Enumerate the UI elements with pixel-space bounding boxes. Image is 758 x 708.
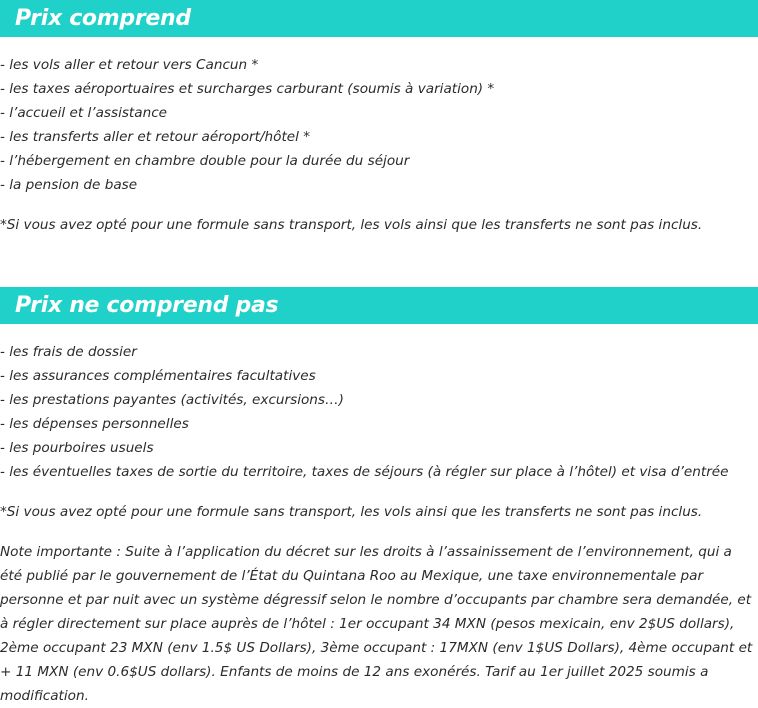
included-section [0, 0, 758, 37]
list-item: - les vols aller et retour vers Cancun * [0, 57, 259, 73]
excluded-title: Prix ne comprend pas [15, 293, 279, 318]
included-title: Prix comprend [15, 6, 191, 31]
important-note: Note importante : Suite à l’application du décret sur les droits à l’assainissement de l’environnement, qui a été publié par le gouvernement de l’État du Quintana Roo au Mexique, une taxe environnementale par personne et par nuit avec un système dégressif selon le nombre d’occupants par chambre sera demandée, et à régler directement sur place auprès de l’hôtel : 1er occupant 34 MXN (pesos mexicain, env 2$US dollars), 2ème occupant 23 MXN (env 1.5$ US Dollars), 3ème occupant : 17MXN (env 1$US Dollars), 4ème occupant et + 11 MXN (env 0.6$US dollars). Enfants de moins de 12 ans exonérés. Tarif au 1er juillet 2025 soumis a modification. [0, 544, 753, 704]
list-item: - l’accueil et l’assistance [0, 105, 168, 121]
list-item: - les taxes aéroportuaires et surcharges carburant (soumis à variation) * [0, 81, 495, 97]
list-item: - les pourboires usuels [0, 440, 154, 456]
list-item: - les dépenses personnelles [0, 416, 189, 432]
list-item: - les éventuelles taxes de sortie du territoire, taxes de séjours (à régler sur place à l’hôtel) et visa d’entrée [0, 464, 729, 480]
included-header-band [0, 0, 758, 37]
excluded-note: *Si vous avez opté pour une formule sans transport, les vols ainsi que les transferts ne sont pas inclus. [0, 504, 703, 520]
included-note: *Si vous avez opté pour une formule sans transport, les vols ainsi que les transferts ne sont pas inclus. [0, 217, 703, 233]
list-item: - les prestations payantes (activités, excursions…) [0, 392, 344, 408]
list-item: - les assurances complémentaires facultatives [0, 368, 316, 384]
list-item: - les transferts aller et retour aéroport/hôtel * [0, 129, 311, 145]
excluded-header-band [0, 287, 758, 324]
list-item: - l’hébergement en chambre double pour la durée du séjour [0, 153, 410, 169]
list-item: - la pension de base [0, 177, 138, 193]
excluded-list [0, 340, 729, 484]
list-item: - les frais de dossier [0, 344, 137, 360]
included-list [0, 53, 494, 197]
excluded-section [0, 287, 758, 324]
